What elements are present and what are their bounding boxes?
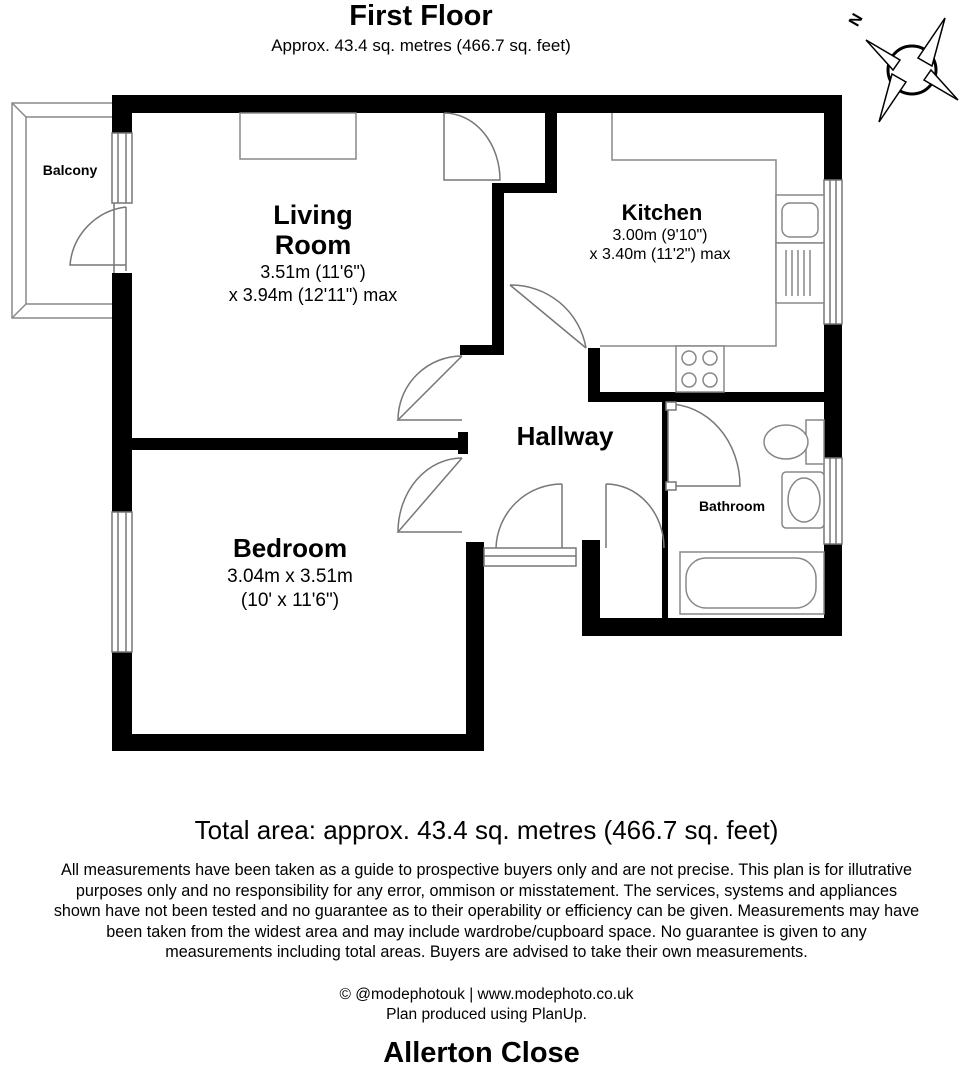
produced-by: Plan produced using PlanUp.	[386, 1006, 587, 1023]
balcony-label: Balcony	[42, 162, 98, 178]
bathroom-label: Bathroom	[698, 498, 766, 514]
bedroom-label: Bedroom	[232, 533, 348, 563]
living-room-label: Living	[273, 200, 353, 230]
disclaimer-line: shown have not been tested and no guarantee as to their operability or efficiency can be given. Measurements may have	[53, 902, 920, 921]
north-label: N	[846, 10, 867, 30]
compass-icon	[846, 11, 958, 122]
plan-title: First Floor	[349, 0, 493, 32]
toilet-icon	[764, 425, 808, 459]
kitchen-dimension-2: x 3.40m (11'2") max	[589, 246, 731, 263]
property-address: Allerton Close	[383, 1037, 580, 1069]
total-area: Total area: approx. 43.4 sq. metres (466.7 sq. feet)	[194, 815, 779, 845]
disclaimer-line: purposes only and no responsibility for any error, ommison or misstatement. The services, systems and appliances	[75, 881, 898, 900]
disclaimer-line: measurements including total areas. Buyers are advised to take their own measurements.	[165, 943, 808, 962]
credit-line: © @modephotouk | www.modephoto.co.uk	[339, 986, 634, 1003]
bedroom-dimension: 3.04m x 3.51m	[227, 566, 353, 587]
kitchen-dimension: 3.00m (9'10")	[612, 227, 708, 244]
balcony-outline	[12, 103, 114, 318]
disclaimer-line: All measurements have been taken as a guide to prospective buyers only and are not precise. This plan is for illutrative	[61, 861, 912, 879]
hallway-label: Hallway	[516, 421, 614, 451]
kitchen-drainer-icon	[776, 243, 824, 303]
living-room-label-2: Room	[274, 230, 352, 260]
bedroom-dimension-2: (10' x 11'6")	[240, 590, 340, 611]
disclaimer-line: been taken from the widest area and may include wardrobe/cupboard space. No guarantee is given to any	[106, 922, 867, 941]
disclaimer	[4, 860, 969, 963]
living-room-dimension-2: x 3.94m (12'11") max	[228, 285, 398, 305]
kitchen-label: Kitchen	[621, 200, 703, 225]
plan-area: Approx. 43.4 sq. metres (466.7 sq. feet)	[271, 36, 571, 55]
living-room-dimension: 3.51m (11'6")	[260, 262, 366, 282]
living-room-unit	[240, 113, 356, 159]
